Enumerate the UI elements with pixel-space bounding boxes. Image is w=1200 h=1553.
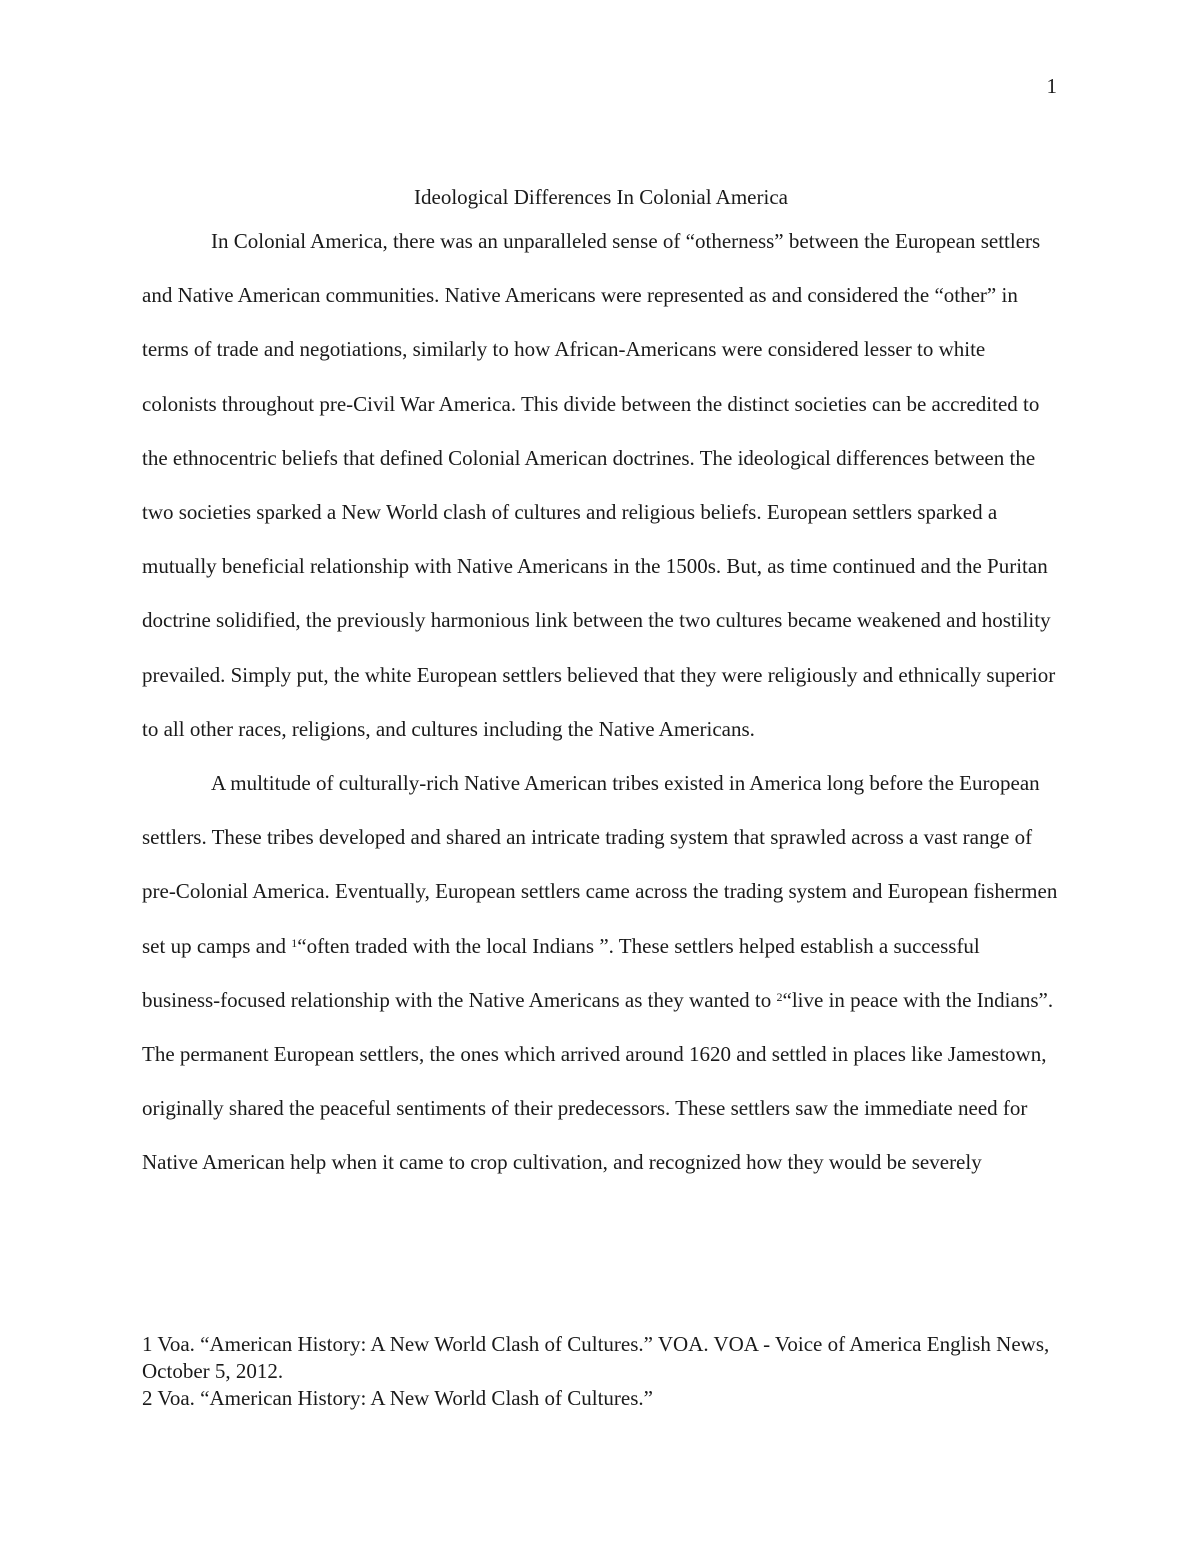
- footnote-ref-1: 1: [291, 935, 298, 950]
- footnotes: [142, 1331, 1060, 1412]
- footnote-1: 1 Voa. “American History: A New World Clash of Cultures.” VOA. VOA - Voice of America English News, October 5, 2012.: [142, 1332, 1050, 1383]
- document-body: [142, 180, 1060, 1190]
- paragraph-1: In Colonial America, there was an unparalleled sense of “otherness” between the European settlers and Native American communities. Native Americans were represented as and considered the “other” in terms of trade and negotiations, similarly to how African-Americans were considered lesser to white colonists throughout pre-Civil War America. This divide between the distinct societies can be accredited to the ethnocentric beliefs that defined Colonial American doctrines. The ideological differences between the two societies sparked a New World clash of cultures and religious beliefs. European settlers sparked a mutually beneficial relationship with Native Americans in the 1500s. But, as time continued and the Puritan doctrine solidified, the previously harmonious link between the two cultures became weakened and hostility prevailed. Simply put, the white European settlers believed that they were religiously and ethnically superior to all other races, religions, and cultures including the Native Americans.: [142, 229, 1056, 741]
- paragraph-2-text-b: “often traded with the local Indians ”. These settlers helped establish a successful business-focused relationship with the Native Americans as they wanted to: [142, 933, 980, 1012]
- page-number: 1: [1046, 74, 1057, 98]
- footnote-ref-2: 2: [776, 989, 783, 1004]
- footnote-2: 2 Voa. “American History: A New World Clash of Cultures.”: [142, 1386, 653, 1410]
- paragraph-2: [142, 756, 1060, 1190]
- paragraph-2-text-c: “live in peace with the Indians”. The permanent European settlers, the ones which arrived around 1620 and settled in places like Jamestown, originally shared the peaceful sentiments of their predecessors. These settlers saw the immediate need for Native American help when it came to crop cultivation, and recognized how they would be severely: [142, 987, 1054, 1175]
- document-title: Ideological Differences In Colonial America: [414, 185, 788, 209]
- paragraph-2-text-a: A multitude of culturally-rich Native American tribes existed in America long before the European settlers. These tribes developed and shared an intricate trading system that sprawled across a vast range of pre-Colonial America. Eventually, European settlers came across the trading system and European fishermen set up camps and: [142, 771, 1058, 958]
